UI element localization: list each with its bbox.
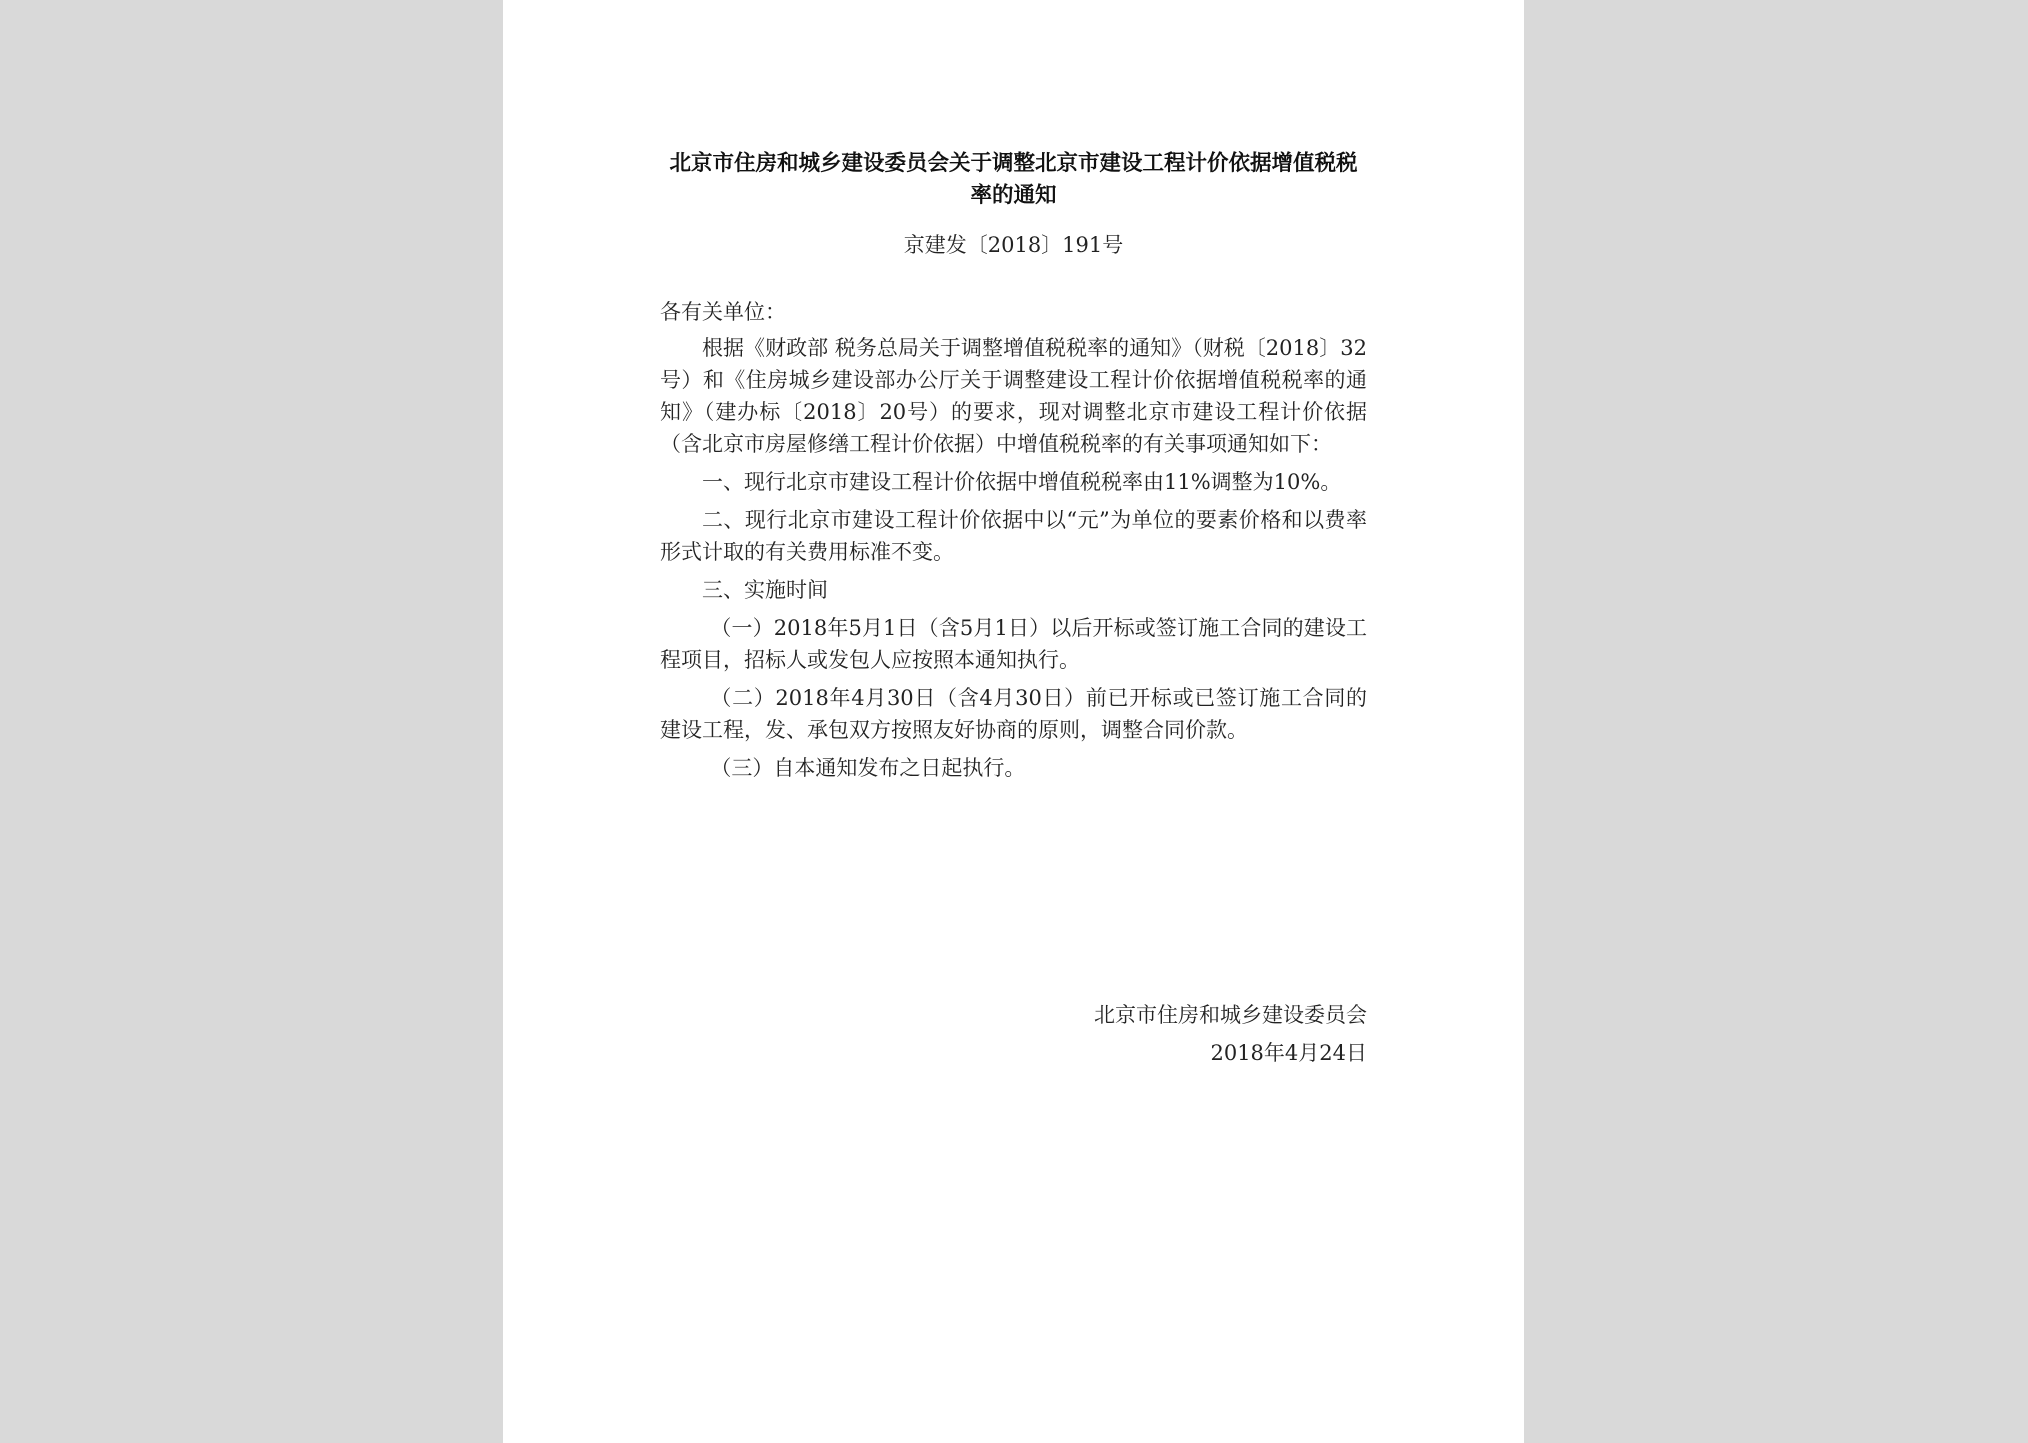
paragraph-item-1: 一、现行北京市建设工程计价依据中增值税税率由11%调整为10%。 xyxy=(702,470,1342,494)
salutation: 各有关单位： xyxy=(660,300,786,324)
signature-block xyxy=(1094,996,1367,1072)
paragraph-item-2: 二、现行北京市建设工程计价依据中以“元”为单位的要素价格和以费率形式计取的有关费用标准不变。 xyxy=(660,508,1367,564)
document-body xyxy=(660,296,1367,784)
document-number: 京建发〔2018〕191号 xyxy=(903,233,1124,257)
paragraph-intro: 根据《财政部 税务总局关于调整增值税税率的通知》（财税〔2018〕32号）和《住房城乡建设部办公厅关于调整建设工程计价依据增值税税率的通知》（建办标〔2018〕20号）的要求，现对调整北京市建设工程计价依据（含北京市房屋修缮工程计价依据）中增值税税率的有关事项通知如下： xyxy=(660,336,1367,456)
document-title: 北京市住房和城乡建设委员会关于调整北京市建设工程计价依据增值税税率的通知 xyxy=(669,151,1358,208)
document-content xyxy=(660,148,1367,784)
paragraph-subitem-3: （三）自本通知发布之日起执行。 xyxy=(710,756,1026,780)
paragraph-item-3: 三、实施时间 xyxy=(702,578,828,602)
signature-date: 2018年4月24日 xyxy=(1210,1041,1367,1065)
document-page xyxy=(503,0,1524,1443)
signature-org: 北京市住房和城乡建设委员会 xyxy=(1094,1003,1367,1027)
paragraph-subitem-1: （一）2018年5月1日（含5月1日）以后开标或签订施工合同的建设工程项目，招标人或发包人应按照本通知执行。 xyxy=(660,616,1367,672)
paragraph-subitem-2: （二）2018年4月30日（含4月30日）前已开标或已签订施工合同的建设工程，发、承包双方按照友好协商的原则，调整合同价款。 xyxy=(660,686,1367,742)
